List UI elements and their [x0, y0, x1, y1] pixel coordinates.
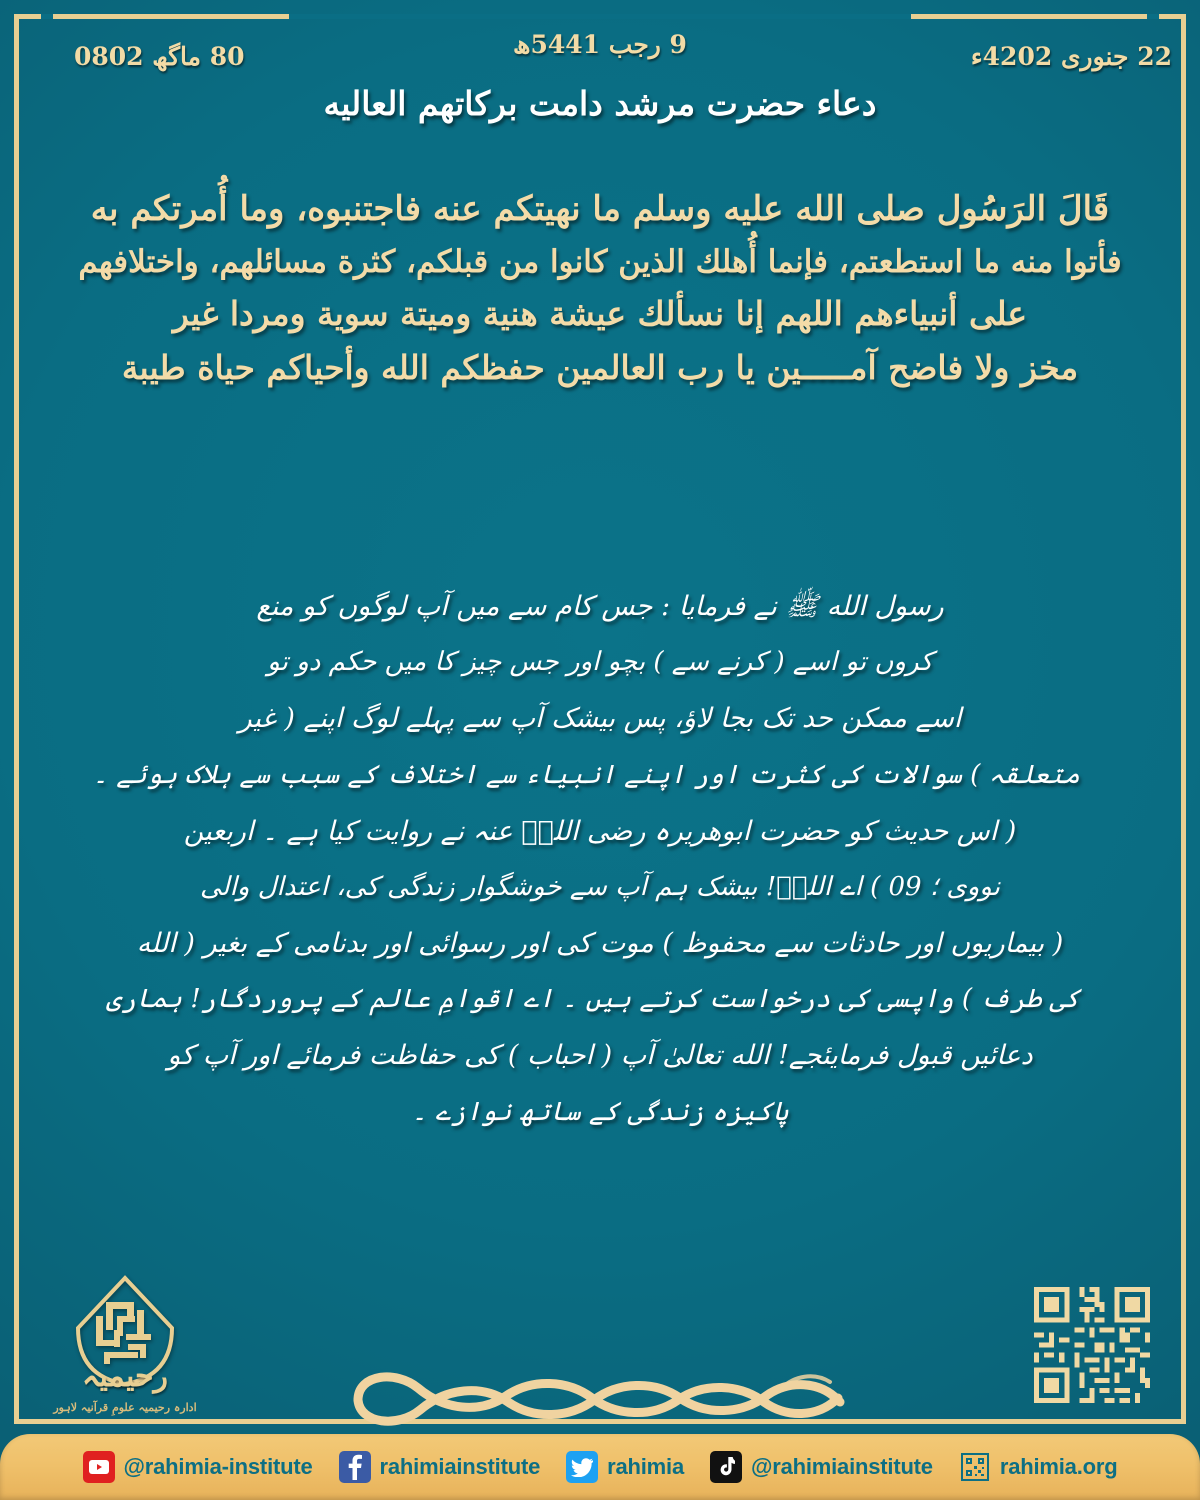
frame-top-gap — [289, 14, 911, 19]
arabic-hadith-block — [72, 182, 1128, 394]
social-link-facebook[interactable] — [339, 1451, 541, 1483]
qr-code[interactable] — [1029, 1282, 1155, 1408]
urdu-line: نووی ؛ 09 ) اے اللهؐ! بیشک ہم آپ سے خوشگوار زندگی کی، اعتدال والی — [200, 871, 1000, 902]
social-handle-twitter: rahimia — [607, 1454, 684, 1479]
date-hijri: 9 رجب 1445ھ — [513, 30, 687, 59]
logo-subtitle: ادارہ رحیمیہ علومِ قرآنیہ لاہور — [53, 1401, 197, 1414]
urdu-line: متعلقہ ) سوالات کی کثرت اور اپنے انبیاء سے اختلاف کے سبب سے ہلاک ہوئے ۔ — [92, 759, 1080, 790]
urdu-line: کروں تو اسے ( کرنے سے ) بچو اور جس چیز کا میں حکم دو تو — [267, 647, 933, 678]
rahimia-dome-logo-icon — [60, 1272, 190, 1422]
frame-notch-left — [41, 14, 53, 19]
arabic-line: مخز ولا فاضح آمـــــین یا رب العالمین حفظکم الله وأحیاکم حیاة طیبة — [121, 347, 1079, 387]
rahimia-logo — [53, 1272, 197, 1422]
social-link-youtube[interactable] — [83, 1451, 313, 1483]
social-handle-tiktok: @rahimiainstitute — [750, 1454, 933, 1479]
tiktok-icon — [710, 1451, 742, 1483]
urdu-line: کی طرف ) واپسی کی درخواست کرتے ہیں ۔ اے اقوامِ عالم کے پروردگار! ہماری — [105, 984, 1080, 1015]
qr-code-icon[interactable] — [1029, 1282, 1155, 1408]
calligraphic-flourish-icon — [340, 1348, 860, 1440]
urdu-line: ( اس حدیث کو حضرت ابوھریرہ رضی اللهؓ عنہ نے روایت کیا ہے ۔ اربعین — [183, 815, 1017, 847]
social-handle-website: rahimia.org — [999, 1454, 1118, 1479]
footer-social-bar — [0, 1434, 1200, 1500]
urdu-line: ( بیماریوں اور حادثات سے محفوظ ) موت کی اور رسوائی اور بدنامی کے بغیر ( الله — [136, 928, 1064, 960]
arabic-line: علی أنبیاءهم اللهم إنا نسألك عیشة هنیة ومیتة سویة ومردا غیر — [172, 294, 1028, 334]
social-link-website[interactable] — [959, 1451, 1118, 1483]
qr-website-icon — [959, 1451, 991, 1483]
urdu-line: پاکیزہ زندگی کے ساتھ نوازے ۔ — [411, 1096, 789, 1127]
social-link-twitter[interactable] — [566, 1451, 684, 1483]
urdu-translation-block — [92, 578, 1080, 1140]
twitter-icon — [566, 1451, 598, 1483]
social-link-tiktok[interactable] — [710, 1451, 933, 1483]
frame-notch-right — [1147, 14, 1159, 19]
date-gregorian: 22 جنوری 2024ء — [970, 42, 1172, 71]
urdu-line: دعائیں قبول فرمایئجے! الله تعالیٰ آپ ( احباب ) کی حفاظت فرمائے اور آپ کو — [167, 1040, 1033, 1072]
ornament-divider — [340, 1348, 860, 1440]
social-handle-facebook: rahimiainstitute — [379, 1454, 541, 1479]
urdu-line: رسول الله ﷺ نے فرمایا : جس کام سے میں آپ لوگوں کو منع — [256, 591, 944, 622]
youtube-icon — [83, 1451, 115, 1483]
arabic-line: قَالَ الرَسُول صلی الله علیه وسلم ما نهیتکم عنه فاجتنبوه، وما أُمرتکم به — [90, 189, 1110, 229]
arabic-line: فأتوا منه ما استطعتم، فإنما أُهلك الذین کانوا من قبلکم، کثرة مسائلهم، واختلافهم — [78, 244, 1122, 281]
date-bikrami: 08 ماگھ 2080 — [74, 42, 245, 71]
logo-wordmark: رحیمیہ — [81, 1359, 169, 1394]
social-handle-youtube: @rahimia-institute — [123, 1454, 313, 1479]
page-title: دعاء حضرت مرشد دامت برکاتهم العالیه — [323, 84, 877, 123]
facebook-icon — [339, 1451, 371, 1483]
urdu-line: اسے ممکن حد تک بجا لاؤ، پس بیشک آپ سے پہلے لوگ اپنے ( غیر — [238, 703, 962, 735]
